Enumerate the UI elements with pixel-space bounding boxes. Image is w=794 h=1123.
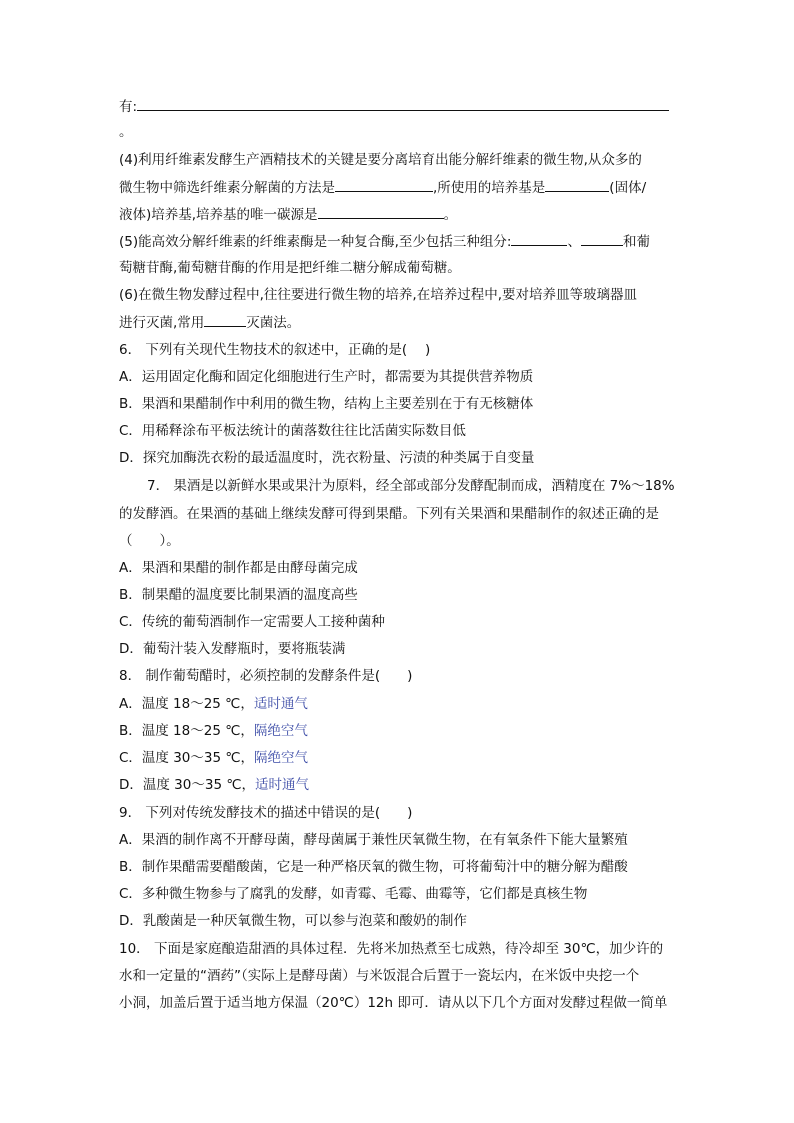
question-6-option-a[interactable]: A．运用固定化酶和固定化细胞进行生产时，都需要为其提供营养物质 bbox=[119, 369, 534, 385]
question-10-line-2: 水和一定量的“酒药”（实际上是酵母菌）与米饭混合后置于一瓷坛内，在米饭中央挖一个 bbox=[119, 968, 640, 984]
question-6-option-c[interactable]: C．用稀释涂布平板法统计的菌落数往往比活菌实际数目低 bbox=[119, 423, 466, 439]
answer-blank[interactable] bbox=[511, 231, 567, 246]
question-8-option-c[interactable]: C．温度 30～35 ℃，隔绝空气 bbox=[119, 750, 309, 766]
question-9-option-a[interactable]: A．果酒的制作离不开酵母菌，酵母菌属于兼性厌氧微生物，在有氧条件下能大量繁殖 bbox=[119, 832, 628, 848]
question-9-option-b[interactable]: B．制作果醋需要醋酸菌，它是一种严格厌氧的微生物，可将葡萄汁中的糖分解为醋酸 bbox=[119, 859, 628, 875]
sub-question-6-line-2: 进行灭菌,常用 灭菌法。 bbox=[119, 312, 684, 333]
question-9-option-d[interactable]: D．乳酸菌是一种厌氧微生物，可以参与泡菜和酸奶的制作 bbox=[119, 913, 467, 929]
sub-question-4-line-1: (4)利用纤维素发酵生产酒精技术的关键是要分离培育出能分解纤维素的微生物,从众多的 bbox=[119, 152, 642, 168]
question-8-stem: 8． 制作葡萄醋时，必须控制的发酵条件是( ) bbox=[119, 668, 413, 684]
question-6-option-d[interactable]: D．探究加酶洗衣粉的最适温度时，洗衣粉量、污渍的种类属于自变量 bbox=[119, 450, 535, 466]
question-7-option-b[interactable]: B．制果醋的温度要比制果酒的温度高些 bbox=[119, 587, 358, 603]
sub-question-5-line-2: 萄糖苷酶,葡萄糖苷酶的作用是把纤维二糖分解成葡萄糖。 bbox=[119, 260, 461, 276]
sub-question-4-line-2: 微生物中筛选纤维素分解菌的方法是 ,所使用的培养基是 (固体/ bbox=[119, 177, 684, 198]
sub-question-6-line-1: (6)在微生物发酵过程中,往往要进行微生物的培养,在培养过程中,要对培养皿等玻璃器皿 bbox=[119, 287, 637, 303]
answer-blank[interactable] bbox=[335, 177, 433, 192]
question-9-option-c[interactable]: C．多种微生物参与了腐乳的发酵，如青霉、毛霉、曲霉等，它们都是真核生物 bbox=[119, 886, 588, 902]
answer-blank[interactable] bbox=[581, 231, 623, 246]
question-7-stem-line-1: 7． 果酒是以新鲜水果或果汁为原料，经全部或部分发酵配制而成，酒精度在 7%～18% bbox=[147, 478, 675, 494]
question-7-option-a[interactable]: A．果酒和果醋的制作都是由酵母菌完成 bbox=[119, 560, 358, 576]
question-10-line-3: 小洞，加盖后置于适当地方保温（20℃）12h 即可．请从以下几个方面对发酵过程做一简单 bbox=[119, 995, 668, 1011]
question-7-stem-line-2: 的发酵酒。在果酒的基础上继续发酵可得到果醋。下列有关果酒和果醋制作的叙述正确的是 bbox=[119, 506, 659, 522]
answer-line-1: 有: bbox=[119, 96, 684, 117]
answer-blank[interactable] bbox=[204, 312, 246, 327]
question-7-option-d[interactable]: D．葡萄汁装入发酵瓶时，要将瓶装满 bbox=[119, 641, 346, 657]
sub-question-4-line-3: 液体)培养基,培养基的唯一碳源是 。 bbox=[119, 204, 684, 225]
answer-blank[interactable] bbox=[137, 96, 669, 111]
question-7-stem-line-3: （ ）。 bbox=[119, 533, 180, 549]
question-9-stem: 9． 下列对传统发酵技术的描述中错误的是( ) bbox=[119, 805, 413, 821]
answer-blank[interactable] bbox=[545, 177, 609, 192]
question-8-option-a[interactable]: A．温度 18～25 ℃，适时通气 bbox=[119, 696, 308, 712]
answer-blank[interactable] bbox=[318, 204, 444, 219]
question-6-stem: 6． 下列有关现代生物技术的叙述中，正确的是( ) bbox=[119, 342, 431, 358]
question-8-option-b[interactable]: B．温度 18～25 ℃，隔绝空气 bbox=[119, 723, 308, 739]
sub-question-5-line-1: (5)能高效分解纤维素的纤维素酶是一种复合酶,至少包括三种组分: 、 和葡 bbox=[119, 231, 684, 252]
answer-line-2: 。 bbox=[119, 124, 133, 140]
question-10-line-1: 10． 下面是家庭酿造甜酒的具体过程．先将米加热煮至七成熟，待冷却至 30℃，加少许的 bbox=[119, 941, 664, 957]
question-6-option-b[interactable]: B．果酒和果醋制作中利用的微生物，结构上主要差别在于有无核糖体 bbox=[119, 396, 534, 412]
question-8-option-d[interactable]: D．温度 30～35 ℃，适时通气 bbox=[119, 777, 309, 793]
question-7-option-c[interactable]: C．传统的葡萄酒制作一定需要人工接种菌种 bbox=[119, 614, 385, 630]
